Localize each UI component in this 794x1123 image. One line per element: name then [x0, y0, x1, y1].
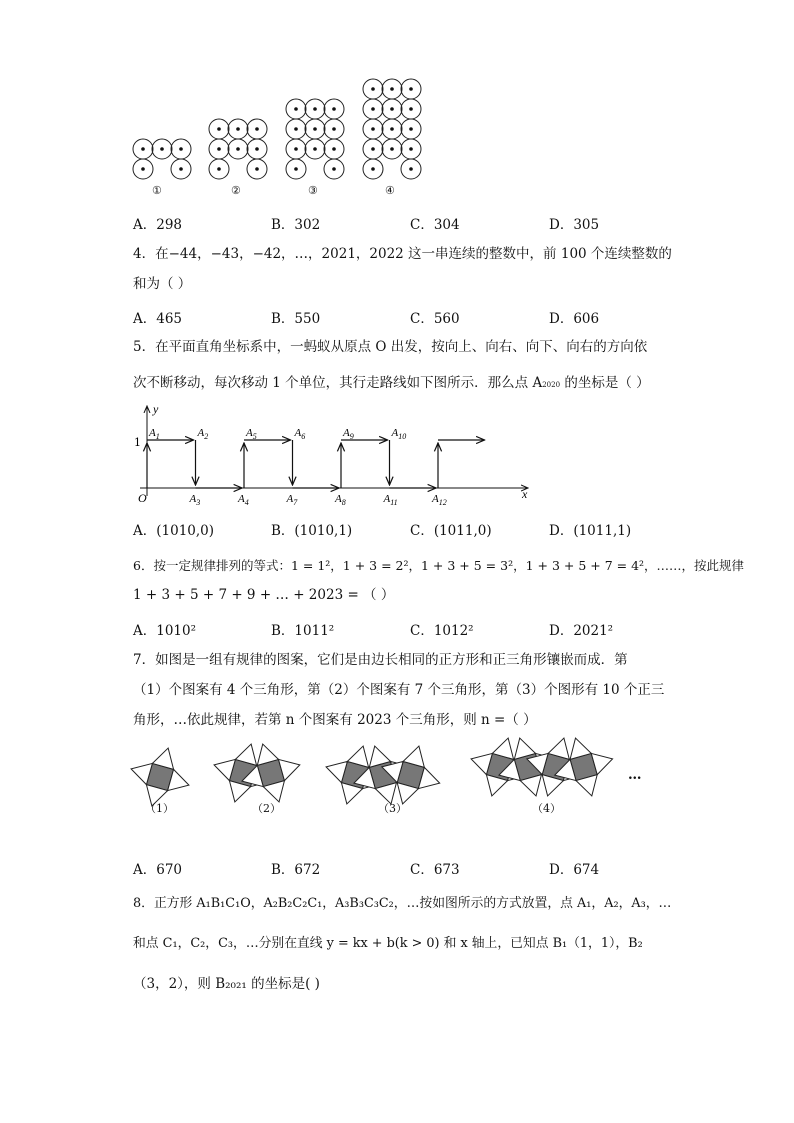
q3-circle-dot: [332, 147, 336, 151]
q4-option-a[interactable]: A．465: [133, 311, 183, 327]
q5-top-point-label: $A_1$: [149, 427, 160, 441]
q6-option-d[interactable]: D．2021²: [549, 623, 614, 639]
q3-circle-dot: [332, 107, 336, 111]
q7-line-1: 7．如图是一组有规律的图案，它们是由边长相同的正方形和正三角形镶嵌而成．第: [133, 652, 628, 668]
q5-option-b[interactable]: B．(1010,1): [271, 523, 353, 539]
q3-circle-dot: [390, 147, 394, 151]
q3-circle-dot: [409, 147, 413, 151]
q8-line-2: 和点 C₁，C₂，C₃，…分别在直线 y = kx + b(k > 0) 和 x 轴上，已知点 B₁（1，1），B₂: [133, 936, 643, 951]
q5-bottom-point-label: $A_4$: [238, 493, 249, 507]
q5-option-d[interactable]: D．(1011,1): [549, 523, 632, 539]
q5-bottom-point-label: $A_{12}$: [432, 493, 447, 507]
q7-line-2: （1）个图案有 4 个三角形，第（2）个图案有 7 个三角形，第（3）个图形有 10 个正三: [133, 682, 665, 698]
q3-circle-dot: [313, 147, 317, 151]
q4-line-1: 4．在−44，−43，−42，…，2021，2022 这一串连续的整数中，前 100 个连续整数的: [133, 246, 672, 262]
q5-path-graph: [0, 400, 794, 520]
q5-top-point-label: $A_2$: [197, 427, 209, 441]
q3-circle-dot: [313, 127, 317, 131]
q3-circle-dot: [409, 167, 413, 171]
q3-fig-label-1: ①: [152, 184, 162, 197]
q3-option-b[interactable]: B．302: [271, 217, 321, 233]
q3-circle-figures: [0, 0, 794, 200]
q3-circle-dot: [179, 167, 183, 171]
q3-option-c[interactable]: C．304: [410, 217, 460, 233]
q3-fig-label-4: ④: [385, 184, 395, 197]
q3-circle-dot: [390, 87, 394, 91]
q5-option-c[interactable]: C．(1011,0): [410, 523, 492, 539]
q5-line-2-text: 次不断移动，每次移动 1 个单位，其行走路线如下图所示．那么点 A: [133, 375, 543, 391]
q5-bottom-point-label: $A_8$: [335, 493, 346, 507]
q3-circle-dot: [332, 167, 336, 171]
q5-line-2-sub: 2020: [542, 381, 561, 389]
q3-circle-dot: [255, 147, 259, 151]
q3-circle-dot: [371, 127, 375, 131]
q7-option-b[interactable]: B．672: [271, 862, 321, 878]
q5-line-2: [133, 373, 650, 395]
q5-top-point-label: $A_{10}$: [391, 427, 407, 441]
q7-figure-group: [131, 738, 613, 806]
q6-option-a[interactable]: A．1010²: [133, 623, 197, 639]
q6-line-1: 6．按一定规律排列的等式：1 = 1²，1 + 3 = 2²，1 + 3 + 5 = 3²，1 + 3 + 5 + 7 = 4²，……，按此规律: [133, 558, 745, 573]
q3-circle-dot: [141, 147, 145, 151]
q3-circle-dot: [371, 107, 375, 111]
q3-fig-label-2: ②: [231, 184, 241, 197]
q4-option-b[interactable]: B．550: [271, 311, 321, 327]
q3-circle-dot: [236, 127, 240, 131]
q3-circle-dot: [371, 147, 375, 151]
q3-circle-dot: [409, 107, 413, 111]
q7-option-a[interactable]: A．670: [133, 862, 183, 878]
q5-bottom-point-label: $A_{11}$: [383, 493, 398, 507]
q3-circle-dot: [409, 127, 413, 131]
q6-option-c[interactable]: C．1012²: [410, 623, 474, 639]
q3-circle-dot: [371, 87, 375, 91]
q3-option-a[interactable]: A．298: [133, 217, 183, 233]
q3-circle-dot: [409, 87, 413, 91]
q5-point-labels: [148, 427, 447, 507]
q3-circle-dot: [332, 127, 336, 131]
q7-fig-label-2: （2）: [252, 802, 281, 815]
q3-circle-group: [133, 79, 421, 179]
q5-bottom-point-label: $A_3$: [189, 493, 201, 507]
q6-line-2: 1 + 3 + 5 + 7 + 9 + … + 2023 = （ ）: [133, 587, 395, 603]
q4-line-2: 和为（ ）: [133, 276, 192, 292]
q7-option-c[interactable]: C．673: [410, 862, 460, 878]
q3-circle-dot: [390, 127, 394, 131]
q3-circle-dot: [236, 147, 240, 151]
q4-option-c[interactable]: C．560: [410, 311, 460, 327]
q5-ant-path: [147, 440, 485, 488]
q3-circle-dot: [255, 127, 259, 131]
q8-line-3: （3，2），则 B₂₀₂₁ 的坐标是( ): [133, 976, 320, 992]
q5-y-label: y: [153, 402, 159, 416]
q3-circle-dot: [255, 167, 259, 171]
q7-fig-label-1: （1）: [145, 802, 174, 815]
q5-option-a[interactable]: A．(1010,0): [133, 523, 215, 539]
q5-line-2-end: 的坐标是（ ）: [560, 375, 650, 391]
q7-line-3: 角形，…依此规律，若第 n 个图案有 2023 个三角形，则 n =（ ）: [133, 712, 537, 728]
q3-circle-dot: [294, 167, 298, 171]
q5-line-1: 5．在平面直角坐标系中，一蚂蚁从原点 O 出发，按向上、向右、向下、向右的方向依: [133, 339, 648, 355]
q6-option-b[interactable]: B．1011²: [271, 623, 335, 639]
q5-bottom-point-label: $A_7$: [286, 493, 298, 507]
q3-circle-dot: [294, 107, 298, 111]
q7-option-d[interactable]: D．674: [549, 862, 600, 878]
q3-circle-dot: [179, 147, 183, 151]
q3-option-d[interactable]: D．305: [549, 217, 600, 233]
q3-circle-dot: [141, 167, 145, 171]
q3-circle-dot: [390, 107, 394, 111]
q3-circle-dot: [217, 167, 221, 171]
q5-x-label: x: [522, 487, 528, 501]
q3-circle-dot: [294, 147, 298, 151]
q8-line-1: 8．正方形 A₁B₁C₁O，A₂B₂C₂C₁，A₃B₃C₃C₂，…按如图所示的方式放置，点 A₁，A₂，A₃，…: [133, 896, 672, 911]
q3-fig-label-3: ③: [308, 184, 318, 197]
q3-circle-dot: [294, 127, 298, 131]
q5-origin-label: O: [138, 491, 147, 505]
q5-top-point-label: $A_9$: [343, 427, 354, 441]
q4-option-d[interactable]: D．606: [549, 311, 600, 327]
q3-circle-dot: [371, 167, 375, 171]
q7-fig-label-3: （3）: [378, 802, 407, 815]
q3-circle-dot: [217, 127, 221, 131]
q3-circle-dot: [160, 147, 164, 151]
q5-unit-label: 1: [134, 436, 141, 449]
q5-top-point-label: $A_5$: [246, 427, 257, 441]
q3-circle-dot: [217, 147, 221, 151]
q7-fig-label-4: （4）: [532, 802, 561, 815]
q7-ellipsis: …: [628, 767, 642, 783]
q5-top-point-label: $A_6$: [294, 427, 306, 441]
q3-circle-dot: [313, 107, 317, 111]
